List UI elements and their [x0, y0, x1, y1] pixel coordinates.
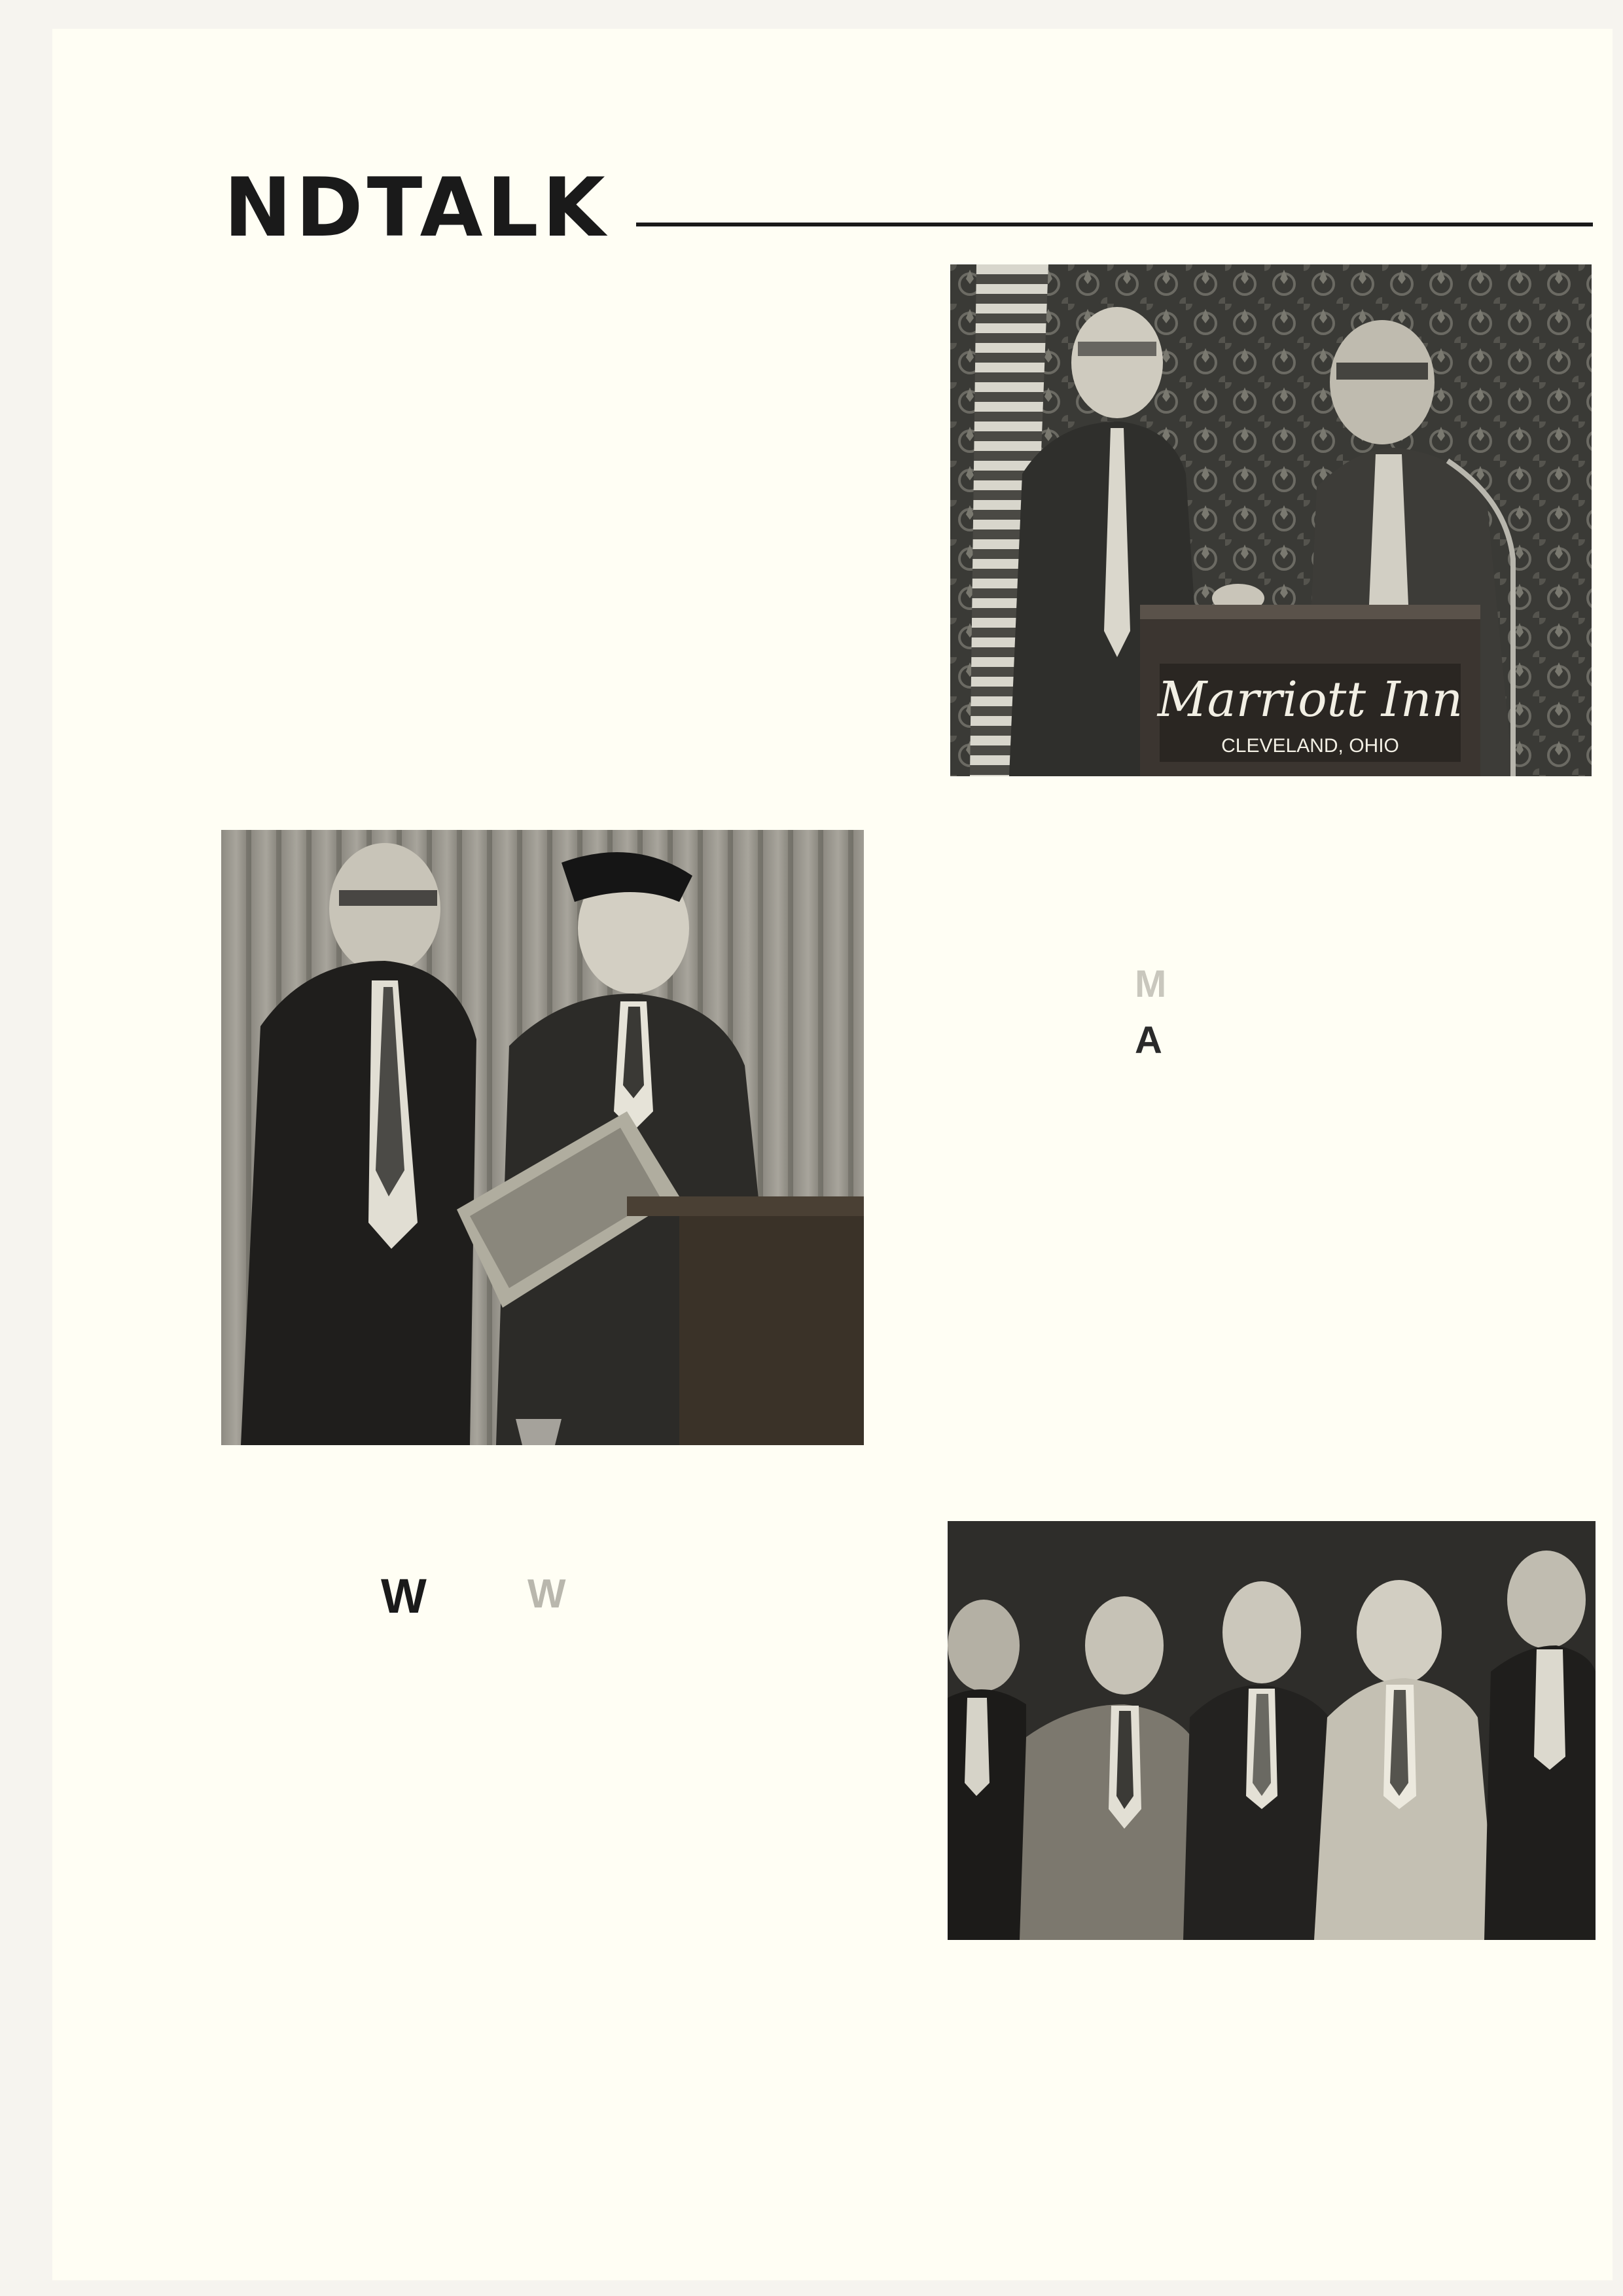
headline-fragment-w: W	[381, 1569, 427, 1623]
plaque-photo-illustration	[221, 830, 864, 1445]
magazine-page	[52, 29, 1613, 2280]
headline-fragment-w-second: W	[527, 1571, 566, 1617]
photo-plaque-presentation	[221, 830, 864, 1445]
photo-handshake-podium	[950, 264, 1592, 776]
podium-sign-name: Marriott Inn	[1157, 672, 1463, 728]
podium-sign-location: CLEVELAND, OHIO	[1221, 735, 1399, 757]
headline-fragment-m: M	[1135, 963, 1167, 1005]
group-photo-illustration	[948, 1521, 1596, 1940]
handshake-photo-illustration	[950, 264, 1592, 776]
photo-group-of-men	[948, 1521, 1596, 1940]
headline-fragment-a: A	[1135, 1019, 1162, 1062]
masthead-title: NDTALK	[224, 161, 609, 255]
masthead-rule	[636, 223, 1593, 226]
